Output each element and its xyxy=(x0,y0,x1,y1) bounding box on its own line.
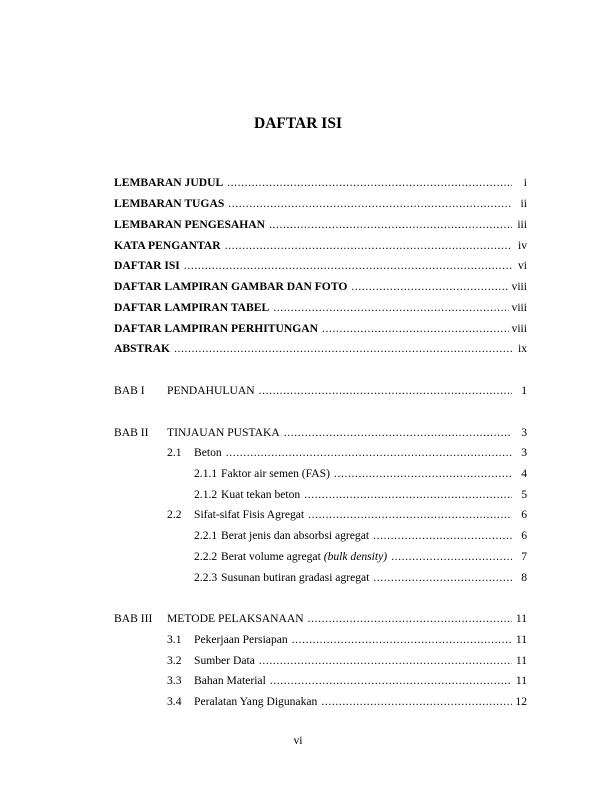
toc-label: LEMBARAN PENGESAHAN xyxy=(114,218,266,231)
toc-row-bab-2 xyxy=(114,425,527,441)
toc-page-number: 3 xyxy=(521,446,527,459)
toc-leader-dots xyxy=(292,632,512,648)
toc-page-number: vi xyxy=(517,259,527,272)
toc-label: KATA PENGANTAR xyxy=(114,239,221,252)
toc-label: Pekerjaan Persiapan xyxy=(194,633,288,646)
toc-label: Peralatan Yang Digunakan xyxy=(194,695,318,708)
toc-label: DAFTAR LAMPIRAN GAMBAR DAN FOTO xyxy=(114,280,348,293)
toc-section-number: 2.1.2 xyxy=(194,488,218,501)
toc-page-number: iv xyxy=(517,239,527,252)
toc-section-number: 2.2.1 xyxy=(194,529,218,542)
toc-leader-dots xyxy=(304,487,512,503)
toc-leader-dots xyxy=(227,175,512,191)
toc-leader-dots xyxy=(184,258,512,274)
toc-page-number: viii xyxy=(511,280,527,293)
toc-row-lembaran-pengesahan xyxy=(114,217,527,233)
toc-label: TINJAUAN PUSTAKA xyxy=(167,426,280,439)
toc-page-number: viii xyxy=(511,301,527,314)
toc-row-daftar-lampiran-tabel xyxy=(114,300,527,316)
toc-leader-dots xyxy=(228,196,512,212)
toc-page-number: 6 xyxy=(521,508,527,521)
toc-row-abstrak xyxy=(114,341,527,357)
toc-page-number: iii xyxy=(517,218,527,231)
toc-label-text: Berat volume agregat xyxy=(221,550,321,563)
toc-row-3-4 xyxy=(167,694,527,710)
toc-leader-dots xyxy=(226,445,512,461)
toc-row-3-3 xyxy=(167,673,527,689)
toc-row-2-2-2 xyxy=(194,549,527,565)
toc-row-daftar-lampiran-perhitungan xyxy=(114,321,527,337)
toc-section-number: 2.2.2 xyxy=(194,550,218,563)
toc-page-number: 1 xyxy=(521,384,527,397)
toc-row-3-2 xyxy=(167,653,527,669)
toc-row-2-1 xyxy=(167,445,527,461)
toc-leader-dots xyxy=(259,653,512,669)
toc-section-number: 3.2 xyxy=(167,654,182,667)
toc-page-number: 5 xyxy=(521,488,527,501)
toc-row-bab-3 xyxy=(114,611,527,627)
toc-leader-dots xyxy=(284,425,512,441)
toc-page-number: 11 xyxy=(515,654,527,667)
toc-label: Sumber Data xyxy=(194,654,255,667)
toc-page-number: 11 xyxy=(515,633,527,646)
toc-row-2-1-2 xyxy=(194,487,527,503)
toc-leader-dots xyxy=(259,383,512,399)
toc-label: DAFTAR LAMPIRAN TABEL xyxy=(114,301,270,314)
toc-leader-dots xyxy=(174,341,512,357)
toc-leader-dots xyxy=(225,238,512,254)
toc-leader-dots xyxy=(373,528,512,544)
toc-row-2-2 xyxy=(167,507,527,523)
toc-page-number: 11 xyxy=(515,612,527,625)
toc-page-number: ii xyxy=(520,197,527,210)
toc-leader-dots xyxy=(308,611,512,627)
toc-label: Sifat-sifat Fisis Agregat xyxy=(194,508,305,521)
page-number-footer: vi xyxy=(293,734,303,747)
toc-row-2-1-1 xyxy=(194,466,527,482)
toc-row-2-2-3 xyxy=(194,570,527,586)
toc-chapter-number: BAB I xyxy=(114,384,145,397)
toc-page-number: 3 xyxy=(521,426,527,439)
toc-label: METODE PELAKSANAAN xyxy=(167,612,304,625)
toc-label: PENDAHULUAN xyxy=(167,384,255,397)
toc-leader-dots xyxy=(308,507,512,523)
toc-label: Beton xyxy=(194,446,222,459)
page-title: DAFTAR ISI xyxy=(254,115,342,132)
toc-label: Berat jenis dan absorbsi agregat xyxy=(221,529,370,542)
toc-row-bab-1 xyxy=(114,383,527,399)
toc-leader-dots xyxy=(322,321,509,337)
toc-leader-dots xyxy=(270,673,512,689)
toc-section-number: 2.1.1 xyxy=(194,467,218,480)
toc-leader-dots xyxy=(321,694,512,710)
toc-leader-dots xyxy=(373,570,512,586)
toc-label: LEMBARAN JUDUL xyxy=(114,176,224,189)
toc-label: LEMBARAN TUGAS xyxy=(114,197,225,210)
toc-section-number: 2.1 xyxy=(167,446,182,459)
toc-label: Faktor air semen (FAS) xyxy=(221,467,330,480)
toc-page-number: 11 xyxy=(515,674,527,687)
toc-row-lembaran-tugas xyxy=(114,196,527,212)
toc-chapter-number: BAB II xyxy=(114,426,149,439)
toc-page-number: i xyxy=(523,176,527,189)
toc-label: Susunan butiran gradasi agregat xyxy=(221,571,370,584)
toc-page-number: 6 xyxy=(521,529,527,542)
toc-page-number: 12 xyxy=(515,695,527,708)
toc-label xyxy=(221,549,387,565)
toc-chapter-number: BAB III xyxy=(114,612,153,625)
toc-leader-dots xyxy=(391,549,512,565)
toc-row-kata-pengantar xyxy=(114,238,527,254)
toc-leader-dots xyxy=(334,466,512,482)
toc-row-daftar-lampiran-gambar xyxy=(114,279,527,295)
toc-label: Bahan Material xyxy=(194,674,266,687)
toc-section-number: 3.3 xyxy=(167,674,182,687)
toc-label: DAFTAR ISI xyxy=(114,259,180,272)
toc-section-number: 2.2 xyxy=(167,508,182,521)
toc-label: DAFTAR LAMPIRAN PERHITUNGAN xyxy=(114,322,318,335)
toc-page-number: 8 xyxy=(521,571,527,584)
toc-page-number: 4 xyxy=(521,467,527,480)
toc-row-lembaran-judul xyxy=(114,175,527,191)
toc-section-number: 2.2.3 xyxy=(194,571,218,584)
toc-row-daftar-isi xyxy=(114,258,527,274)
toc-row-3-1 xyxy=(167,632,527,648)
toc-section-number: 3.1 xyxy=(167,633,182,646)
toc-page-number: ix xyxy=(517,342,527,355)
toc-page-number: viii xyxy=(511,322,527,335)
toc-label-italic: (bulk density) xyxy=(323,550,388,563)
toc-row-2-2-1 xyxy=(194,528,527,544)
toc-page-number: 7 xyxy=(521,550,527,563)
toc-leader-dots xyxy=(351,279,508,295)
toc-label: ABSTRAK xyxy=(114,342,171,355)
toc-section-number: 3.4 xyxy=(167,695,182,708)
toc-leader-dots xyxy=(269,217,512,233)
toc-label: Kuat tekan beton xyxy=(221,488,301,501)
toc-leader-dots xyxy=(273,300,508,316)
